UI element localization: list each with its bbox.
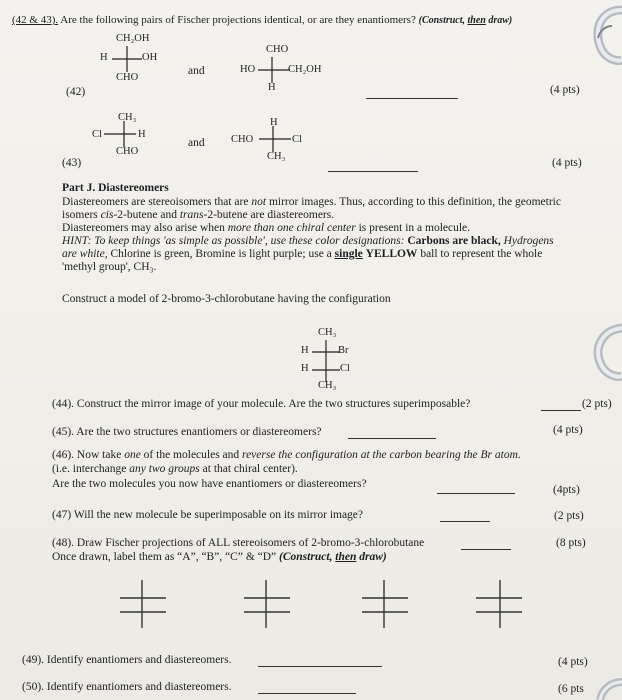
q43-label: (43) (62, 157, 82, 169)
q42-right-top: CHO (266, 44, 289, 55)
q46-line2: (i.e. interchange any two groups at that chiral center). (52, 463, 298, 475)
q44-answer-line[interactable] (541, 410, 581, 411)
q49-answer-line[interactable] (258, 666, 382, 667)
partj-title: Part J. Diastereomers (62, 182, 169, 194)
partj-construct: Construct a model of 2-bromo-3-chlorobutane having the configuration (62, 293, 391, 305)
q43-left-top: CH₃ (118, 112, 137, 123)
binder-ring-top (560, 0, 622, 70)
partj-hint-line3: 'methyl group', CH₃. (62, 261, 157, 273)
binder-ring-middle (572, 322, 622, 386)
q43-right-bottom: CH₃ (267, 151, 286, 162)
q42-points: (4 pts) (550, 84, 580, 96)
q42-left-bottom: CHO (116, 72, 139, 83)
partj-paragraph-line1: Diastereomers are stereoisomers that are not mirror images. Thus, according to this definition, the geometric (62, 196, 561, 208)
header-note: (Construct, then draw) (418, 15, 513, 26)
q43-left-bottom: CHO (116, 146, 139, 157)
q43-answer-line[interactable] (328, 171, 418, 172)
q46-points: (4pts) (553, 484, 580, 496)
q44-text: (44). Construct the mirror image of your molecule. Are the two structures superimposable? (52, 398, 471, 410)
header-question-text: Are the following pairs of Fischer projections identical, or are they enantiomers? (60, 14, 416, 26)
partj-paragraph2: Diastereomers may also arise when more than one chiral center is present in a molecule. (62, 222, 471, 234)
molecule-sub1: Br (338, 345, 349, 356)
q43-right-right: Cl (292, 134, 302, 145)
partj-hint-line2: are white, Chlorine is green, Bromine is light purple; use a single YELLOW ball to represent the whole (62, 248, 543, 260)
q50-text: (50). Identify enantiomers and diastereomers. (22, 681, 232, 693)
header-question-number: (42 & 43). (12, 14, 59, 26)
q48-line2: Once drawn, label them as “A”, “B”, “C” & “D” (Construct, then draw) (52, 551, 387, 563)
header-line (12, 14, 512, 27)
q43-left-right: H (138, 129, 146, 140)
q42-right-right: CH₂OH (288, 64, 322, 75)
fischer-template-a[interactable] (120, 580, 166, 628)
q43-points: (4 pts) (552, 157, 582, 169)
molecule-top: CH₃ (318, 327, 337, 338)
q42-answer-line[interactable] (366, 98, 458, 99)
q48-answer-line[interactable] (461, 549, 511, 550)
q47-answer-line[interactable] (440, 521, 490, 522)
q42-left-right: OH (142, 52, 158, 63)
q46-line3: Are the two molecules you now have enantiomers or diastereomers? (52, 478, 367, 490)
q42-right-bottom: H (268, 82, 276, 93)
q43-left-left: Cl (92, 129, 102, 140)
q42-right-cross (258, 57, 290, 85)
q49-text: (49). Identify enantiomers and diastereomers. (22, 654, 232, 666)
q42-right-left: HO (240, 64, 256, 75)
q42-left-top: CH₂OH (116, 33, 150, 44)
fischer-template-d[interactable] (476, 580, 522, 628)
q43-and: and (188, 137, 205, 149)
molecule-bottom: CH₃ (318, 380, 337, 391)
q42-label: (42) (66, 86, 86, 98)
partj-hint-line1: HINT: To keep things 'as simple as possible', use these color designations: Carbons are black, Hydrogens (62, 235, 554, 247)
q50-points: (6 pts (558, 683, 584, 695)
q43-right-left: CHO (231, 134, 254, 145)
q46-answer-line[interactable] (437, 493, 515, 494)
fischer-template-b[interactable] (244, 580, 290, 628)
q45-text: (45). Are the two structures enantiomers or diastereomers? (52, 426, 322, 438)
fischer-template-c[interactable] (362, 580, 408, 628)
q50-answer-line[interactable] (258, 693, 356, 694)
molecule-sub2: Cl (340, 363, 350, 374)
q47-text: (47) Will the new molecule be superimposable on its mirror image? (52, 509, 364, 521)
q47-points: (2 pts) (554, 510, 584, 522)
q42-left-left: H (100, 52, 108, 63)
binder-ring-bottom (576, 664, 622, 700)
q43-right-top: H (270, 117, 278, 128)
q44-points: (2 pts) (582, 398, 612, 410)
q43-left-cross (104, 121, 136, 149)
q45-answer-line[interactable] (348, 438, 436, 439)
molecule-h2: H (301, 363, 309, 374)
q45-points: (4 pts) (553, 424, 583, 436)
partj-paragraph-line2: isomers cis-2-butene and trans-2-butene are diastereomers. (62, 209, 335, 221)
q48-points: (8 pts) (556, 537, 586, 549)
q49-points: (4 pts) (558, 656, 588, 668)
q46-line1: (46). Now take one of the molecules and reverse the configuration at the carbon bearing the Br atom. (52, 449, 521, 461)
q42-and: and (188, 65, 205, 77)
q42-left-cross (112, 46, 142, 74)
q48-line1: (48). Draw Fischer projections of ALL stereoisomers of 2-bromo-3-chlorobutane (52, 537, 425, 549)
molecule-h1: H (301, 345, 309, 356)
q43-right-cross (259, 126, 291, 154)
